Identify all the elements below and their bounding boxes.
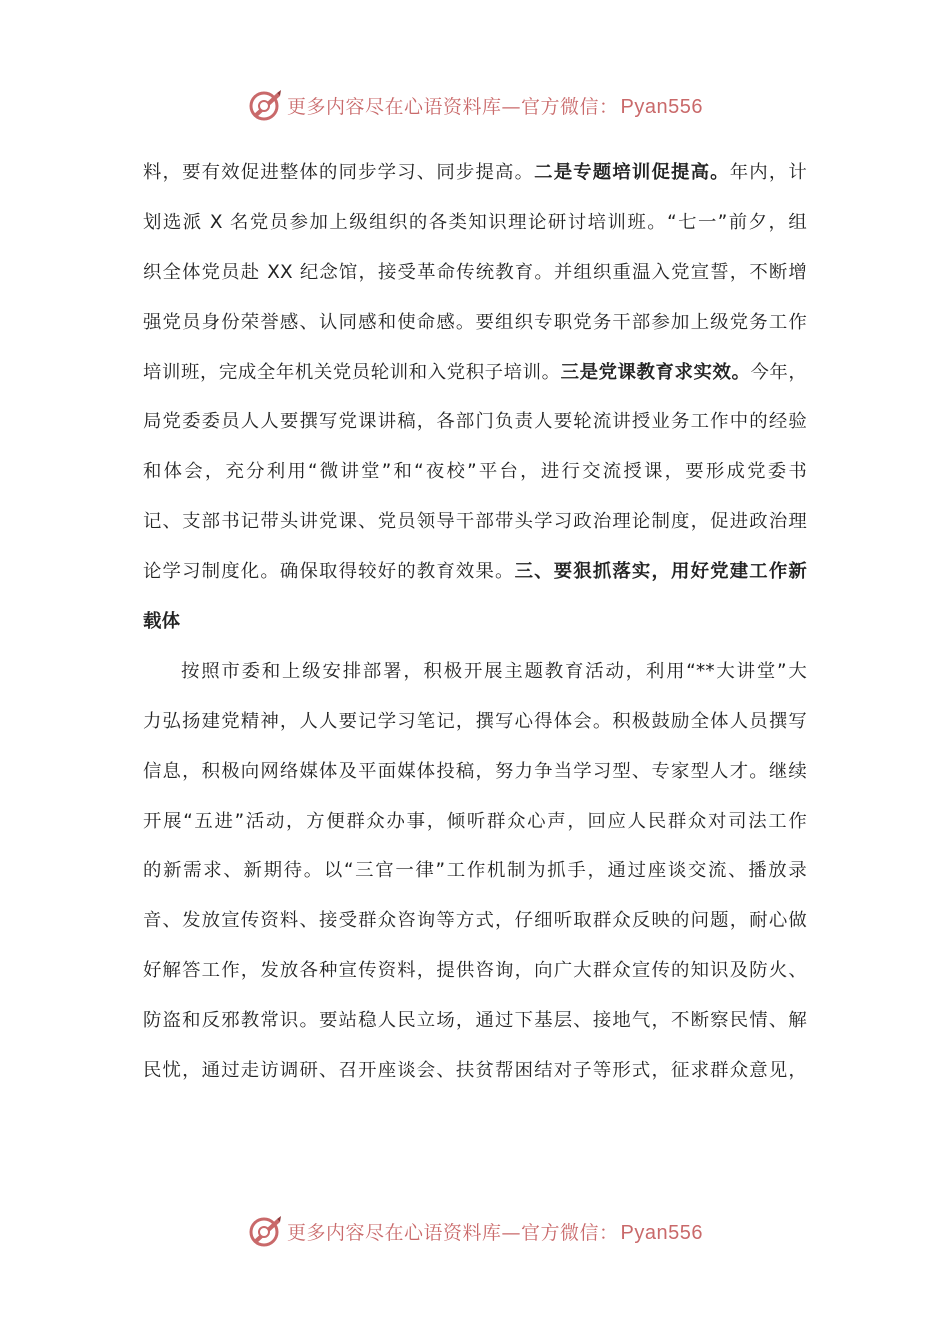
- document-body: [143, 148, 807, 1096]
- text-line: 论学习制度化。确保取得较好的教育效果。三、要狠抓落实，用好党建工作新: [143, 561, 807, 583]
- section-heading-end: 载体: [143, 611, 181, 633]
- paragraph-first-line: 按照市委和上级安排部署，积极开展主题教育活动，利用“**大讲堂”大: [181, 660, 807, 682]
- header-banner: [0, 85, 950, 125]
- text-line: 培训班，完成全年机关党员轮训和入党积子培训。三是党课教育求实效。今年，: [143, 361, 807, 383]
- text-line: 织全体党员赴 XX 纪念馆，接受革命传统教育。并组织重温入党宣誓，不断增: [143, 261, 807, 283]
- text-line: 音、发放宣传资料、接受群众咨询等方式，仔细听取群众反映的问题，耐心做: [143, 910, 807, 932]
- text-line: 力弘扬建党精神，人人要记学习笔记，撰写心得体会。积极鼓励全体人员撰写: [143, 710, 807, 732]
- wechat-id: Pyan556: [620, 1221, 703, 1244]
- text-line: 信息，积极向网络媒体及平面媒体投稿，努力争当学习型、专家型人才。继续: [143, 760, 807, 782]
- text-line: 的新需求、新期待。以“三官一律”工作机制为抓手，通过座谈交流、播放录: [143, 860, 807, 882]
- footer-banner: [0, 1211, 950, 1251]
- text-line: 开展“五进”活动，方便群众办事，倾听群众心声，回应人民群众对司法工作: [143, 810, 807, 832]
- quill-logo-icon: [247, 87, 283, 123]
- text-line: 料，要有效促进整体的同步学习、同步提高。二是专题培训促提高。年内，计: [143, 162, 807, 183]
- quill-logo-icon: [247, 1213, 283, 1249]
- text-line: 划选派 X 名党员参加上级组织的各类知识理论研讨培训班。“七一”前夕，组: [143, 211, 807, 233]
- text-line: 好解答工作，发放各种宣传资料，提供咨询，向广大群众宣传的知识及防火、: [143, 960, 807, 982]
- text-line: 局党委委员人人要撰写党课讲稿，各部门负责人要轮流讲授业务工作中的经验: [143, 411, 807, 433]
- text-line: 和体会，充分利用“微讲堂”和“夜校”平台，进行交流授课，要形成党委书: [143, 461, 807, 483]
- text-line: 民忧，通过走访调研、召开座谈会、扶贫帮困结对子等形式，征求群众意见，: [143, 1060, 807, 1082]
- banner-text: 更多内容尽在心语资料库—官方微信： Pyan556: [287, 95, 703, 118]
- text-line: 强党员身份荣誉感、认同感和使命感。要组织专职党务干部参加上级党务工作: [143, 311, 807, 333]
- banner-text: 更多内容尽在心语资料库—官方微信： Pyan556: [287, 1221, 703, 1244]
- wechat-id: Pyan556: [620, 95, 703, 118]
- text-line: 防盗和反邪教常识。要站稳人民立场，通过下基层、接地气，不断察民情、解: [143, 1010, 807, 1032]
- text-line: 记、支部书记带头讲党课、党员领导干部带头学习政治理论制度，促进政治理: [143, 511, 807, 533]
